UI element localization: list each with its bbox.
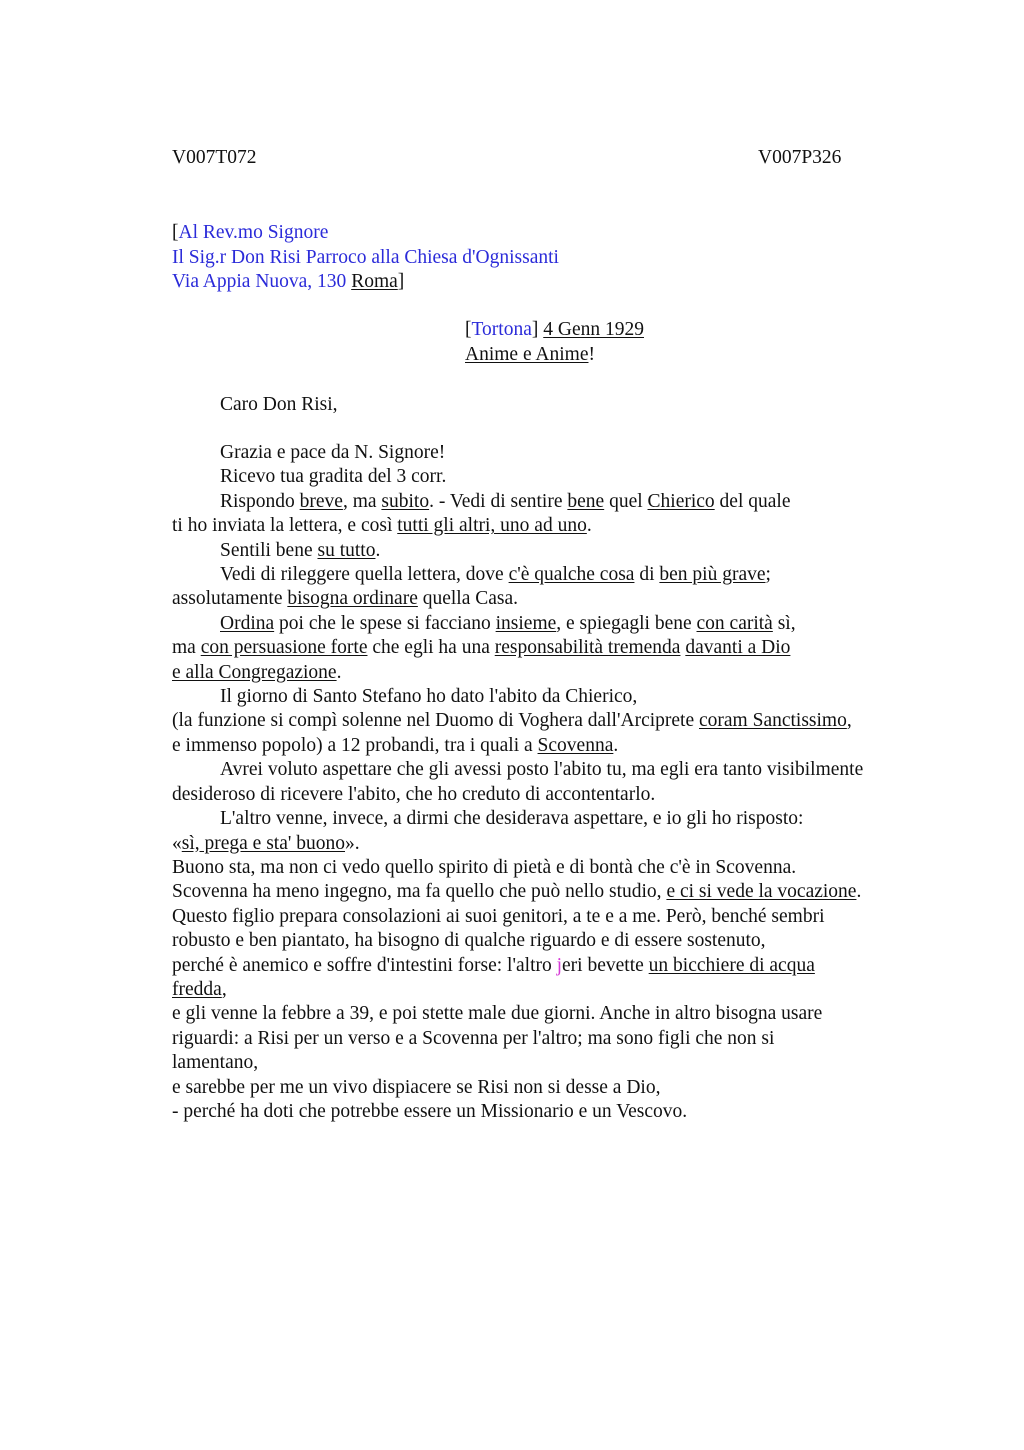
address-block (172, 221, 559, 295)
body-line: perché è anemico e soffre d'intestini forse: l'altro jeri bevette un bicchiere di acqua (172, 954, 815, 976)
body-line: Sentili bene su tutto. (220, 539, 381, 561)
place-name: Tortona (471, 319, 532, 340)
body-line: ti ho inviata la lettera, e così tutti gli altri, uno ad uno. (172, 515, 592, 537)
body-line: e sarebbe per me un vivo dispiacere se Risi non si desse a Dio, (172, 1076, 661, 1098)
dateline-block (465, 318, 644, 367)
body-line: ma con persuasione forte che egli ha una responsabilità tremenda davanti a Dio (172, 637, 791, 659)
body-line: riguardi: a Risi per un verso e a Scovenna per l'altro; ma sono figli che non si (172, 1027, 775, 1049)
address-city: Roma (351, 271, 398, 293)
body-line: robusto e ben piantato, ha bisogno di qualche riguardo e di essere sostenuto, (172, 930, 766, 952)
body-line: fredda, (172, 978, 227, 1000)
body-line: Ricevo tua gradita del 3 corr. (220, 466, 447, 488)
document-code-right: V007P326 (758, 147, 842, 168)
address-line-3: Via Appia Nuova, 130 Roma] (172, 271, 405, 293)
body-line: - perché ha doti che potrebbe essere un Missionario e un Vescovo. (172, 1100, 688, 1122)
letter-body (172, 441, 912, 1124)
address-line-1: [Al Rev.mo Signore (172, 222, 329, 243)
body-line: Buono sta, ma non ci vedo quello spirito di pietà e di bontà che c'è in Scovenna. (172, 856, 797, 878)
body-line: e immenso popolo) a 12 probandi, tra i quali a Scovenna. (172, 734, 619, 756)
body-line: desideroso di ricevere l'abito, che ho creduto di accontentarlo. (172, 783, 656, 805)
letter-date: 4 Genn 1929 (543, 319, 644, 340)
address-line-2: Il Sig.r Don Risi Parroco alla Chiesa d'Ognissanti (172, 246, 559, 268)
body-line: e gli venne la febbre a 39, e poi stette male due giorni. Anche in altro bisogna usare (172, 1003, 823, 1025)
body-line: lamentano, (172, 1052, 259, 1074)
body-line: L'altro venne, invece, a dirmi che desiderava aspettare, e io gli ho risposto: (220, 808, 804, 830)
document-code-left: V007T072 (172, 147, 257, 168)
body-line: Scovenna ha meno ingegno, ma fa quello che può nello studio, e ci si vede la vocazione. (172, 881, 862, 903)
body-line: Vedi di rileggere quella lettera, dove c'è qualche cosa di ben più grave; (220, 564, 771, 586)
body-line: Avrei voluto aspettare che gli avessi posto l'abito tu, ma egli era tanto visibilmente (220, 759, 864, 781)
body-line: e alla Congregazione. (172, 661, 342, 683)
body-line: Rispondo breve, ma subito. - Vedi di sentire bene quel Chierico del quale (220, 490, 791, 512)
body-line: (la funzione si compì solenne nel Duomo di Voghera dall'Arciprete coram Sanctissimo, (172, 710, 852, 732)
body-line: «sì, prega e sta' buono». (172, 832, 360, 854)
motto-line: Anime e Anime! (465, 343, 595, 365)
salutation: Caro Don Risi, (220, 394, 338, 415)
body-line: Il giorno di Santo Stefano ho dato l'abito da Chierico, (220, 686, 638, 708)
body-line: assolutamente bisogna ordinare quella Casa. (172, 588, 519, 610)
body-line: Ordina poi che le spese si facciano insieme, e spiegagli bene con carità sì, (220, 612, 796, 634)
body-line: Grazia e pace da N. Signore! (220, 442, 446, 463)
body-line: Questo figlio prepara consolazioni ai suoi genitori, a te e a me. Però, benché sembri (172, 905, 825, 927)
place-date-line: [Tortona] 4 Genn 1929 (465, 319, 644, 340)
